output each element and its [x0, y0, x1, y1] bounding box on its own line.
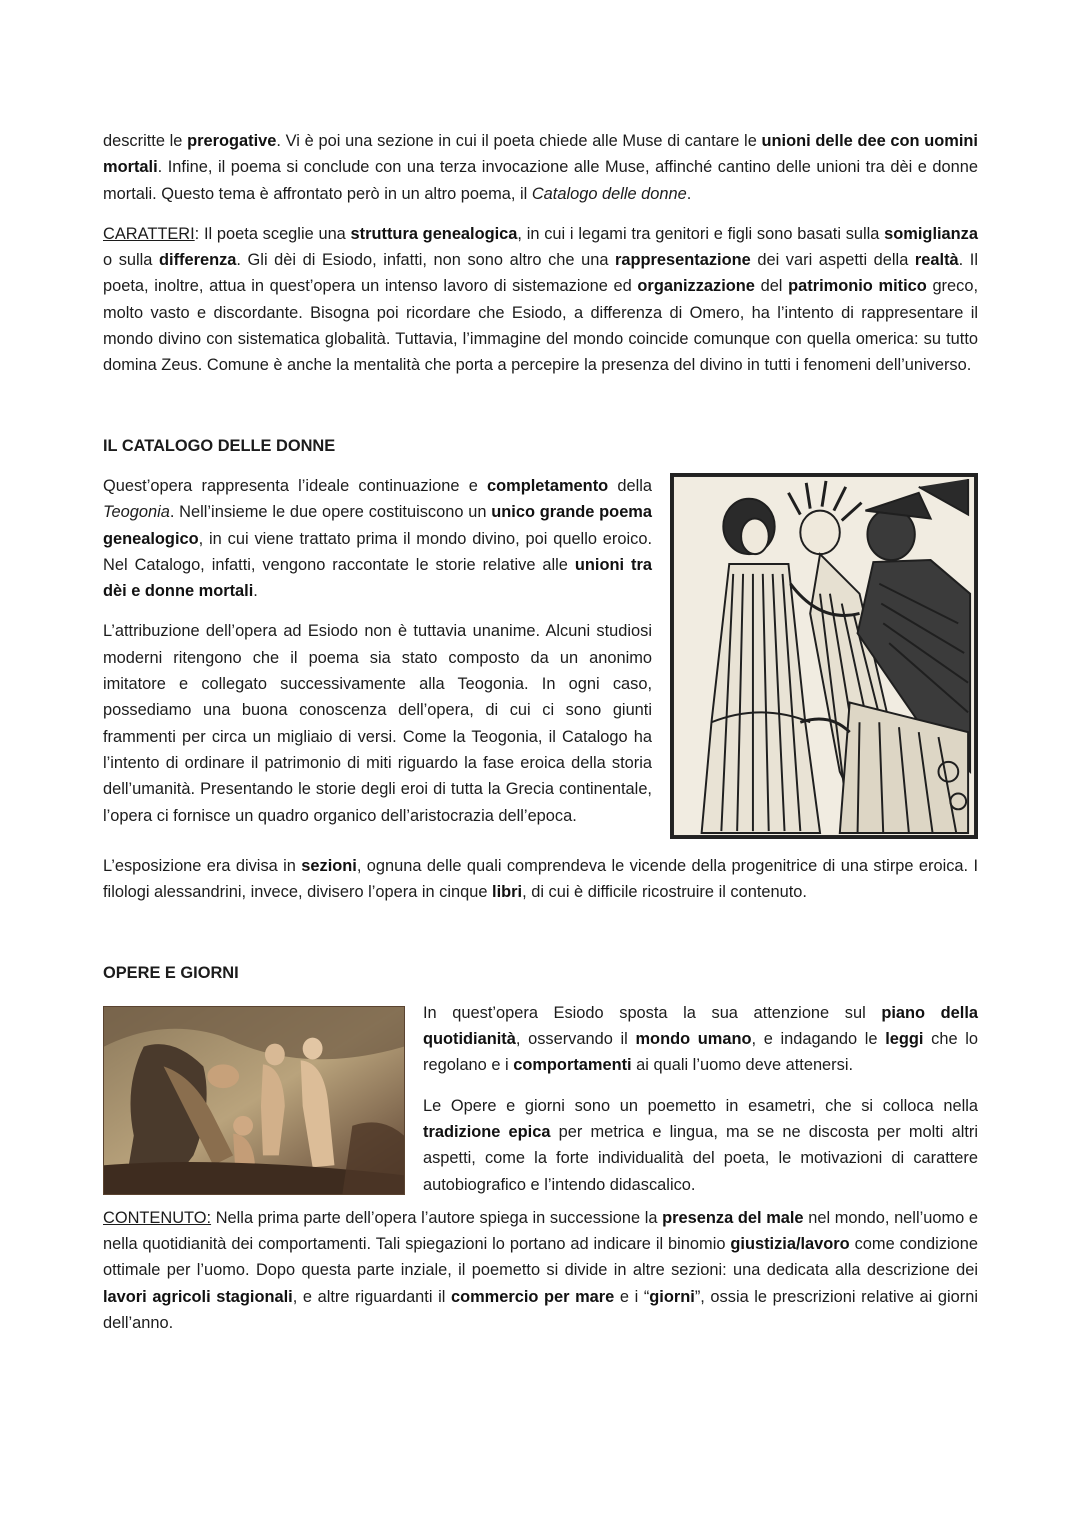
- opere-paragraph-2: Le Opere e giorni sono un poemetto in esametri, che si colloca nella tradizione epica per metrica e lingua, ma se ne discosta per molti altri aspetti, come la forte individualità del poeta, le motivazioni di carattere autobiografico e l’intendo didascalico.: [423, 1096, 979, 1194]
- opere-heading: OPERE E GIORNI: [103, 963, 239, 982]
- caratteri-label: CARATTERI: [103, 224, 195, 243]
- opere-paragraph-1: In quest’opera Esiodo sposta la sua attenzione sul piano della quotidianità, osservando il mondo umano, e indagando le leggi che lo regolano e i comportamenti ai quali l’uomo deve attenersi.: [423, 1003, 979, 1075]
- catalogo-paragraph-1: Quest’opera rappresenta l’ideale continuazione e completamento della Teogonia. Nell’insieme le due opere costituiscono un unico grande poema genealogico, in cui viene trattato prima il mondo divino, poi quello eroico. Nel Catalogo, infatti, vengono raccontate le storie relative alle unioni tra dèi e donne mortali.: [103, 476, 652, 601]
- greek-figures-illustration: [670, 473, 978, 839]
- catalogo-paragraph-3: L’esposizione era divisa in sezioni, ognuna delle quali comprendeva le vicende della progenitrice di una stirpe eroica. I filologi alessandrini, invece, divisero l’opera in cinque libri, di cui è difficile ricostruire il contenuto.: [103, 856, 979, 902]
- catalogo-heading: IL CATALOGO DELLE DONNE: [103, 436, 336, 455]
- caratteri-paragraph: CARATTERI: Il poeta sceglie una struttura genealogica, in cui i legami tra genitori e figli sono basati sulla somiglianza o sulla differenza. Gli dèi di Esiodo, infatti, non sono altro che una rappresentazione dei vari aspetti della realtà. Il poeta, inoltre, attua in quest’opera un intenso lavoro di sistemazione ed organizzazione del patrimonio mitico greco, molto vasto e discordante. Bisogna poi ricordare che Esiodo, a differenza di Omero, ha l’intento di rappresentare il mondo divino con sistematica globalità. Tuttavia, l’immagine del mondo coincide comunque con quella omerica: su tutto domina Zeus. Comune è anche la mentalità che porta a percepire la presenza del divino in tutti i fenomeni dell’universo.: [103, 224, 978, 375]
- catalogo-paragraph-2: L’attribuzione dell’opera ad Esiodo non è tuttavia unanime. Alcuni studiosi moderni ritengono che il poema sia stato composto da un anonimo imitatore e collegato successivamente alla Teogonia. In ogni caso, possediamo una buona conoscenza dell’opera, di cui ci sono giunti frammenti per circa un migliaio di versi. Come la Teogonia, il Catalogo ha l’intento di ordinare il patrimonio di miti riguardo la fase eroica della storia dell’umanità. Presentando le storie degli eroi di tutta la Grecia continentale, l’opera ci fornisce un quadro organico dell’aristocrazia dell’epoca.: [103, 622, 652, 825]
- contenuto-paragraph: CONTENUTO: Nella prima parte dell’opera l’autore spiega in successione la presenza del male nel mondo, nell’uomo e nella quotidianità dei comportamenti. Tali spiegazioni lo portano ad indicare il binomio giustizia/lavoro come condizione ottimale per l’uomo. Dopo questa parte inziale, il poemetto si divide in altre sezioni: una dedicata alla descrizione dei lavori agricoli stagionali, e altre riguardanti il commercio per mare e i “giorni”, ossia le prescrizioni relative ai giorni dell’anno.: [103, 1208, 978, 1333]
- document-page: [103, 128, 978, 1336]
- contenuto-label: CONTENUTO:: [103, 1208, 212, 1227]
- painting-illustration: [103, 1006, 405, 1195]
- intro-paragraph: descritte le prerogative. Vi è poi una sezione in cui il poeta chiede alle Muse di cantare le unioni delle dee con uomini mortali. Infine, il poema si conclude con una terza invocazione alle Muse, affinché cantino delle unioni tra dèi e donne mortali. Questo tema è affrontato però in un altro poema, il Catalogo delle donne.: [103, 132, 978, 203]
